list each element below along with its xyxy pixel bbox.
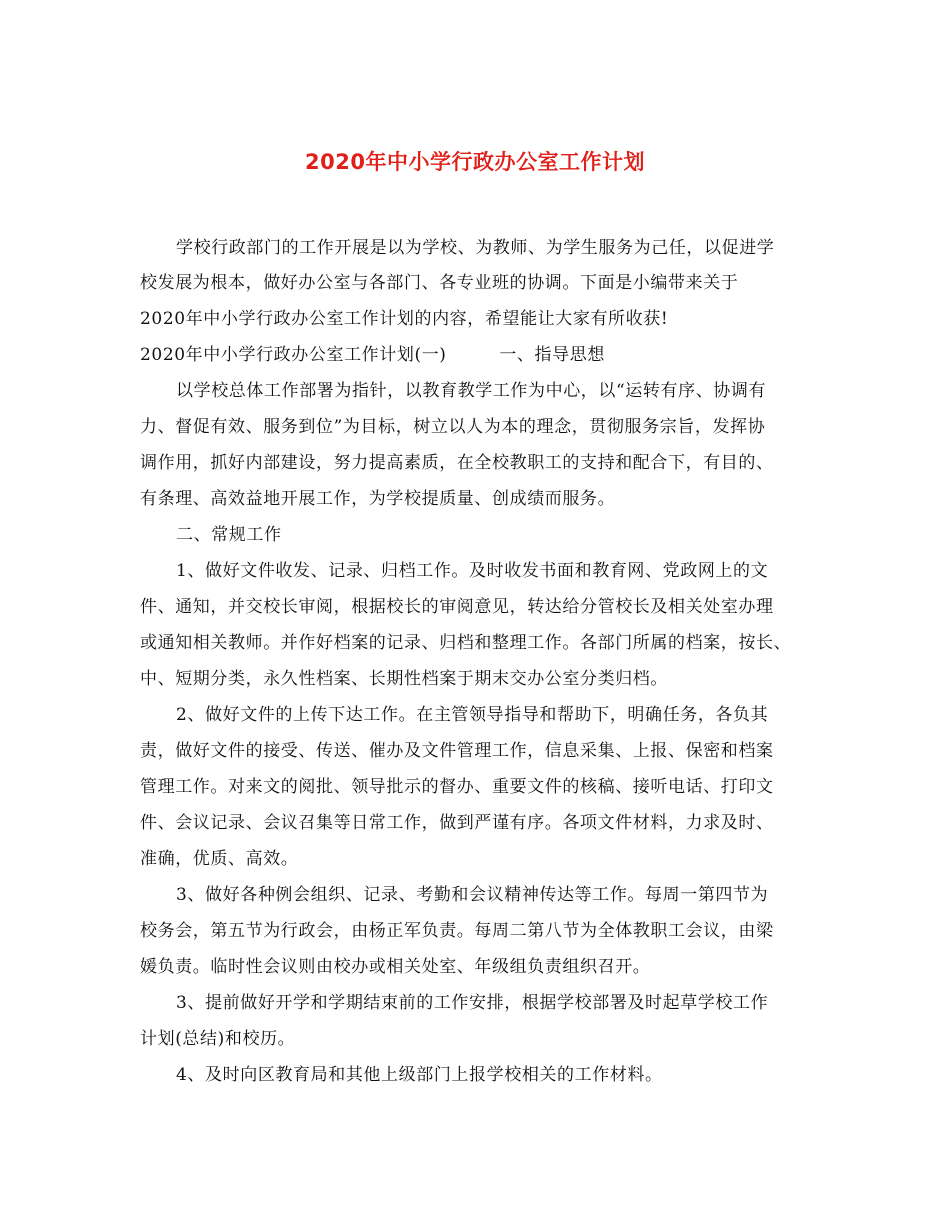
intro-line-3: 2020年中小学行政办公室工作计划的内容，希望能让大家有所收获! [140, 309, 669, 329]
section-heading-line: 2020年中小学行政办公室工作计划(一) 一、指导思想 [140, 345, 605, 365]
item1-line-4: 中、短期分类，永久性档案、长期性档案于期末交办公室分类归档。 [140, 669, 668, 689]
guiding-line-1: 以学校总体工作部署为指针，以教育教学工作为中心，以“运转有序、协调有 [176, 381, 767, 401]
item2-line-2: 责，做好文件的接受、传送、催办及文件管理工作，信息采集、上报、保密和档案 [140, 741, 774, 761]
item3-line-2: 校务会，第五节为行政会，由杨正军负责。每周二第八节为全体教职工会议，由梁 [140, 921, 774, 941]
intro-line-1: 学校行政部门的工作开展是以为学校、为教师、为学生服务为己任，以促进学 [176, 238, 775, 258]
item2-line-5: 准确，优质、高效。 [140, 849, 299, 869]
item2-line-3: 管理工作。对来文的阅批、领导批示的督办、重要文件的核稿、接听电话、打印文 [140, 777, 774, 797]
document-title: 2020年中小学行政办公室工作计划 [305, 150, 645, 174]
guiding-line-2: 力、督促有效、服务到位”为目标，树立以人为本的理念，贯彻服务宗旨，发挥协 [140, 417, 766, 437]
item3b-line-1: 3、提前做好开学和学期结束前的工作安排，根据学校部署及时起草学校工作 [176, 993, 769, 1013]
item3-line-3: 媛负责。临时性会议则由校办或相关处室、年级组负责组织召开。 [140, 957, 651, 977]
item3-line-1: 3、做好各种例会组织、记录、考勤和会议精神传达等工作。每周一第四节为 [176, 885, 769, 905]
item4-line-1: 4、及时向区教育局和其他上级部门上报学校相关的工作材料。 [176, 1065, 663, 1085]
item3b-line-2: 计划(总结)和校历。 [140, 1029, 296, 1049]
item1-line-3: 或通知相关教师。并作好档案的记录、归档和整理工作。各部门所属的档案，按长、 [140, 633, 792, 653]
routine-heading: 二、常规工作 [176, 525, 282, 545]
item1-line-2: 件、通知，并交校长审阅，根据校长的审阅意见，转达给分管校长及相关处室办理 [140, 597, 774, 617]
item2-line-1: 2、做好文件的上传下达工作。在主管领导指导和帮助下，明确任务，各负其 [176, 705, 769, 725]
guiding-line-3: 调作用，抓好内部建设，努力提高素质，在全校教职工的支持和配合下，有目的、 [140, 453, 774, 473]
guiding-line-4: 有条理、高效益地开展工作，为学校提质量、创成绩而服务。 [140, 489, 616, 509]
intro-line-2: 校发展为根本，做好办公室与各部门、各专业班的协调。下面是小编带来关于 [140, 273, 739, 293]
item1-line-1: 1、做好文件收发、记录、归档工作。及时收发书面和教育网、党政网上的文 [176, 561, 769, 581]
item2-line-4: 件、会议记录、会议召集等日常工作，做到严谨有序。各项文件材料，力求及时、 [140, 813, 774, 833]
